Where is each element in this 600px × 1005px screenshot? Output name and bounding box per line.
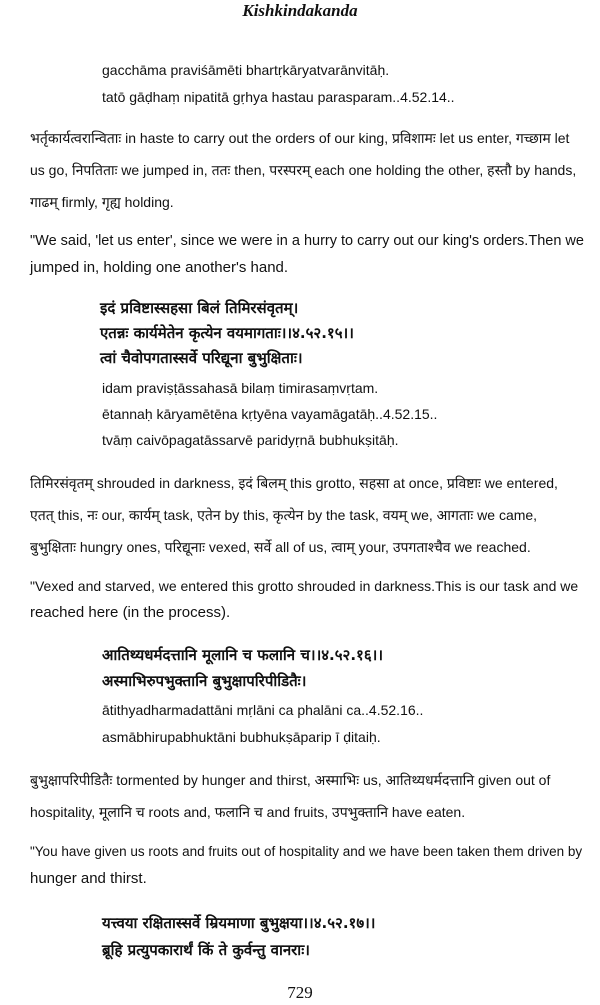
transliteration-line: idam praviṣṭāssahasā bilaṃ timirasaṃvṛtam. bbox=[102, 380, 379, 396]
translation-line: reached here (in the process). bbox=[30, 604, 231, 621]
page-number: 729 bbox=[287, 983, 313, 1002]
translation-line: jumped in, holding one another's hand. bbox=[30, 259, 289, 276]
transliteration-line: asmābhirupabhuktāni bubhukṣāparip ī ḍitaiḥ. bbox=[102, 729, 381, 745]
gloss-line: बुभुक्षापरिपीडितैः tormented by hunger and thirst, अस्माभिः us, आतिथ्यधर्मदत्तानि given out of bbox=[30, 772, 551, 788]
sanskrit-verse-line: इदं प्रविष्टास्सहसा बिलं तिमिरसंवृतम्। bbox=[100, 299, 299, 317]
running-header: Kishkindakanda bbox=[242, 1, 358, 20]
sanskrit-verse-line: एतन्नः कार्यमेतेन कृत्येन वयमागताः।।४.५२.१५।। bbox=[100, 324, 354, 342]
sanskrit-verse-line: अस्माभिरुपभुक्तानि बुभुक्षापरिपीडितैः। bbox=[102, 672, 307, 690]
translation-line: "You have given us roots and fruits out of hospitality and we have been taken them driven by bbox=[30, 844, 583, 859]
translation-line: hunger and thirst. bbox=[30, 870, 147, 887]
gloss-line: hospitality, मूलानि च roots and, फलानि च and fruits, उपभुक्तानि have eaten. bbox=[30, 804, 466, 820]
gloss-line: एतत् this, नः our, कार्यम् task, एतेन by this, कृत्येन by the task, वयम् we, आगताः we came, bbox=[30, 507, 538, 523]
gloss-line: गाढम् firmly, गृह्य holding. bbox=[30, 194, 174, 210]
sanskrit-verse-line: त्वां चैवोपगतास्सर्वे परिद्यूना बुभुक्षिताः। bbox=[100, 349, 303, 367]
translation-line: "We said, 'let us enter', since we were in a hurry to carry out our king's orders.Then we bbox=[30, 233, 584, 249]
transliteration-line: tatō gāḍhaṃ nipatitā gṛhya hastau parasparam..4.52.14.. bbox=[102, 89, 455, 105]
sanskrit-verse-line: यत्त्वया रक्षितास्सर्वे म्रियमाणा बुभुक्षया।।४.५२.१७।। bbox=[102, 914, 376, 932]
transliteration-line: ētannaḥ kāryamētēna kṛtyēna vayamāgatāḥ..4.52.15.. bbox=[102, 406, 438, 422]
translation-line: "Vexed and starved, we entered this grotto shrouded in darkness.This is our task and we bbox=[30, 578, 579, 594]
gloss-line: भर्तृकार्यत्वरान्विताः in haste to carry out the orders of our king, प्रविशामः let us enter, गच्छाम let bbox=[30, 130, 570, 146]
transliteration-line: ātithyadharmadattāni mṛlāni ca phalāni ca..4.52.16.. bbox=[102, 702, 424, 718]
gloss-line: us go, निपतिताः we jumped in, ततः then, परस्परम् each one holding the other, हस्तौ by hands, bbox=[30, 162, 577, 178]
transliteration-line: tvāṃ caivōpagatāssarvē paridyṛnā bubhukṣitāḥ. bbox=[102, 432, 399, 448]
sanskrit-verse-line: आतिथ्यधर्मदत्तानि मूलानि च फलानि च।।४.५२.१६।। bbox=[102, 646, 384, 664]
gloss-line: बुभुक्षिताः hungry ones, परिद्यूनाः vexed, सर्वे all of us, त्वाम् your, उपगताश्चैव we reached. bbox=[30, 539, 531, 555]
gloss-line: तिमिरसंवृतम् shrouded in darkness, इदं बिलम् this grotto, सहसा at once, प्रविष्टाः we entered, bbox=[30, 475, 558, 491]
sanskrit-verse-line: ब्रूहि प्रत्युपकारार्थं किं ते कुर्वन्तु वानराः। bbox=[102, 941, 310, 959]
transliteration-line: gacchāma praviśāmēti bhartṛkāryatvarānvitāḥ. bbox=[102, 62, 390, 78]
